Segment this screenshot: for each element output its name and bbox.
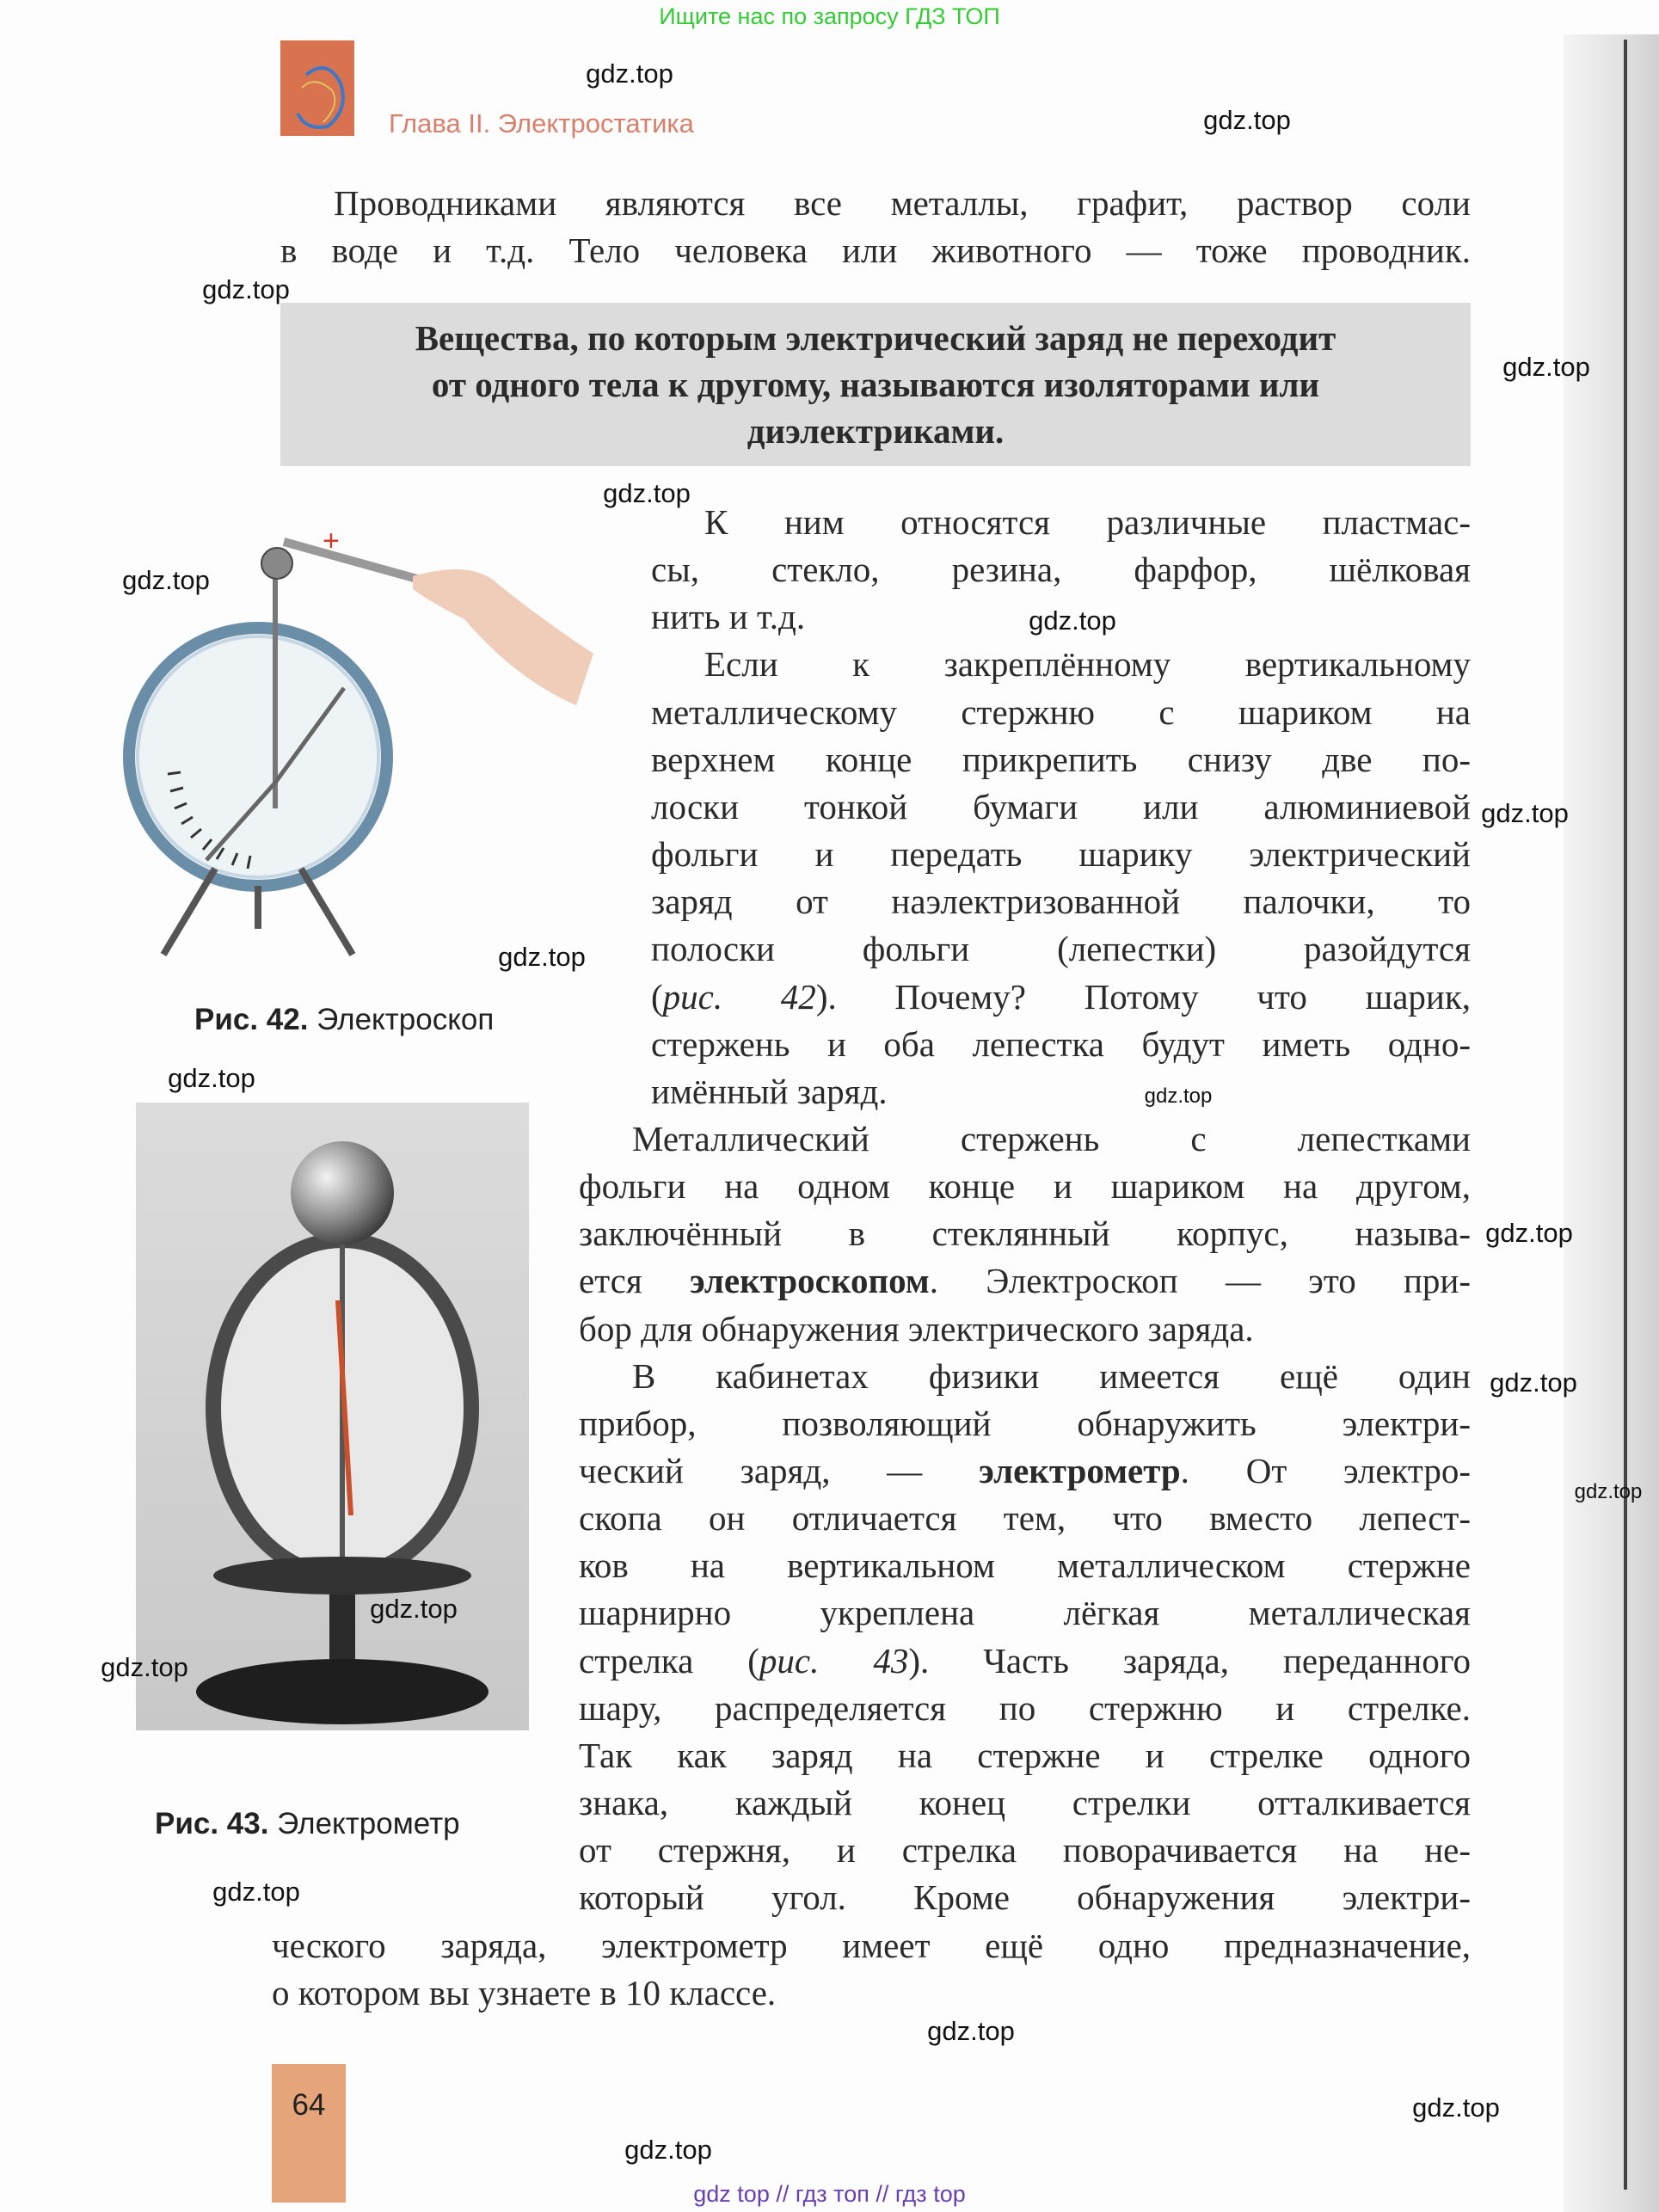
text-segment: имённый заряд. [651, 1071, 888, 1111]
text-line [272, 1922, 1471, 1969]
text-segment: стержень и оба лепестка будут иметь одно- [651, 1023, 1471, 1064]
charge-sign: + [323, 525, 340, 557]
text-segment: металлическому стержню с шариком на [651, 691, 1471, 732]
text-line [579, 1637, 1471, 1685]
text-line [651, 878, 1471, 925]
text-segment: заключённый в стеклянный корпус, называ- [579, 1214, 1471, 1254]
text-segment: Металлический стержень с лепестками [632, 1118, 1471, 1158]
text-segment: который угол. Кроме обнаружения электри- [579, 1877, 1471, 1918]
figure-43-caption [155, 1807, 460, 1841]
page-edge-line [1624, 40, 1627, 2190]
text-segment: лоски тонкой бумаги или алюминиевой [651, 786, 1471, 826]
text-segment: от стержня, и стрелка поворачивается на не- [579, 1830, 1471, 1871]
text-line [579, 1210, 1471, 1257]
text-segment: шарнирно укреплена лёгкая металлическая [579, 1593, 1471, 1633]
definition-line: диэлектриками. [747, 411, 1005, 451]
text-line [704, 499, 1471, 546]
chapter-title: Глава II. Электростатика [389, 108, 694, 138]
text-line [704, 641, 1471, 688]
text-segment: верхнем конце прикрепить снизу две по- [651, 739, 1471, 779]
text-segment: фольги и передать шарику электрический [651, 834, 1471, 875]
text-segment: о котором вы узнаете в 10 классе. [272, 1972, 777, 2012]
text-line [579, 1874, 1471, 1921]
chapter-logo-icon [280, 40, 354, 136]
text-segment: ( [651, 976, 663, 1017]
text-line [651, 736, 1471, 783]
page-number: 64 [292, 2088, 326, 2122]
watermark[interactable]: gdz.top [370, 1594, 458, 1624]
figure-42-title: Электроскоп [316, 1003, 495, 1036]
watermark[interactable]: gdz.top [603, 478, 691, 508]
text-line [651, 689, 1471, 736]
text-segment: К ним относятся различные пластмас- [704, 502, 1471, 542]
bottom-link[interactable]: гдз топ [795, 2181, 869, 2207]
text-line [272, 1969, 776, 2017]
bold-term: электрометр [979, 1451, 1181, 1490]
watermark[interactable]: gdz.top [1502, 352, 1590, 382]
text-segment: скопа он отличается тем, что вместо лепест- [579, 1498, 1471, 1539]
text-line [334, 180, 1471, 227]
text-line [579, 1163, 1471, 1210]
figure-42-label: Рис. 42. [194, 1003, 309, 1036]
text-segment: ется [579, 1261, 690, 1301]
text-line [579, 1685, 1471, 1732]
text-segment: . Электроскоп — это при- [929, 1261, 1471, 1301]
text-line [579, 1779, 1471, 1827]
text-segment: ). Часть заряда, переданного [908, 1640, 1472, 1681]
chapter-tab [280, 40, 354, 136]
text-segment: . От электро- [1180, 1451, 1472, 1490]
text-segment: ческий заряд, — [579, 1451, 980, 1490]
text-segment: Проводниками являются все металлы, графит, раствор соли [334, 183, 1471, 223]
watermark[interactable]: gdz.top [1029, 605, 1116, 636]
watermark[interactable]: gdz.top [1485, 1218, 1573, 1248]
watermark[interactable]: gdz.top [101, 1652, 188, 1682]
text-segment: нить и т.д. [651, 597, 806, 637]
text-segment: шару, распределяется по стержню и стрелке. [579, 1687, 1471, 1728]
text-line [280, 227, 1471, 274]
text-segment: ). Почему? Потому что шарик, [815, 976, 1471, 1017]
text-line [579, 1306, 1254, 1353]
text-segment: сы, стекло, резина, фарфор, шёлковая [651, 550, 1471, 590]
text-segment: прибор, позволяющий обнаружить электри- [579, 1403, 1471, 1443]
text-segment: В кабинетах физики имеется ещё один [632, 1355, 1471, 1396]
bold-term: электроскопом [689, 1261, 930, 1301]
text-segment: в воде и т.д. Тело человека или животного — тоже проводник. [280, 230, 1471, 270]
bottom-link[interactable]: гдз top [894, 2181, 966, 2207]
text-line [651, 593, 805, 641]
text-line [651, 783, 1471, 831]
watermark[interactable]: gdz.top [1574, 1480, 1643, 1503]
text-line [579, 1589, 1471, 1637]
text-line [579, 1732, 1471, 1779]
text-segment: полоски фольги (лепестки) разойдутся [651, 929, 1471, 969]
figure-43-title: Электрометр [277, 1807, 460, 1840]
watermark[interactable]: gdz.top [927, 2016, 1015, 2046]
watermark[interactable]: gdz.top [168, 1063, 255, 1093]
text-line [579, 1257, 1471, 1305]
text-segment: заряд от наэлектризованной палочки, то [651, 882, 1471, 922]
separator: // [776, 2181, 790, 2207]
text-line [651, 925, 1471, 973]
watermark[interactable]: gdz.top [1481, 798, 1569, 828]
text-line [651, 1021, 1471, 1068]
text-segment: ков на вертикальном металлическом стержне [579, 1545, 1471, 1586]
search-banner[interactable]: Ищите нас по запросу ГДЗ ТОП [659, 3, 1000, 29]
text-segment: Если к закреплённому вертикальному [704, 644, 1471, 685]
figure-43-label: Рис. 43. [155, 1807, 269, 1840]
figure-43-electrometer-photo [136, 1103, 529, 1730]
bottom-link[interactable]: gdz top [693, 2181, 770, 2207]
text-segment: бор для обнаружения электрического заряда. [579, 1308, 1254, 1349]
text-line [579, 1827, 1471, 1874]
watermark[interactable]: gdz.top [1144, 1084, 1213, 1108]
text-line [651, 974, 1471, 1021]
text-line [632, 1115, 1471, 1163]
text-line [632, 1353, 1471, 1400]
text-line [579, 1542, 1471, 1589]
text-segment: Так как заряд на стержне и стрелке одного [579, 1735, 1471, 1775]
text-segment: ческого заряда, электрометр имеет ещё одно предназначение, [272, 1925, 1471, 1965]
watermark[interactable]: gdz.top [624, 2135, 712, 2165]
figure-reference: рис. 42 [662, 976, 816, 1017]
watermark[interactable]: gdz.top [586, 58, 673, 89]
bottom-links [0, 2181, 1659, 2208]
definition-line: Вещества, по которым электрический заряд не переходит [415, 318, 1336, 358]
figure-42-caption [194, 1003, 494, 1037]
text-line [579, 1400, 1471, 1447]
watermark[interactable]: gdz.top [1490, 1367, 1577, 1398]
text-segment: знака, каждый конец стрелки отталкивается [579, 1783, 1471, 1823]
watermark[interactable]: gdz.top [212, 1877, 300, 1907]
text-segment: стрелка ( [579, 1640, 759, 1681]
watermark[interactable]: gdz.top [202, 274, 290, 304]
watermark[interactable]: gdz.top [1412, 2092, 1500, 2123]
text-line [579, 1447, 1471, 1495]
definition-line: от одного тела к другому, называются изоляторами или [431, 365, 1320, 404]
text-line [651, 546, 1471, 593]
watermark[interactable]: gdz.top [1203, 105, 1291, 135]
watermark[interactable]: gdz.top [498, 942, 586, 972]
text-line [579, 1495, 1471, 1542]
text-segment: фольги на одном конце и шариком на другом, [579, 1166, 1471, 1207]
text-line [651, 831, 1471, 878]
figure-reference: рис. 43 [759, 1640, 909, 1681]
text-line [651, 1068, 888, 1115]
separator: // [876, 2181, 889, 2207]
watermark[interactable]: gdz.top [122, 565, 210, 595]
